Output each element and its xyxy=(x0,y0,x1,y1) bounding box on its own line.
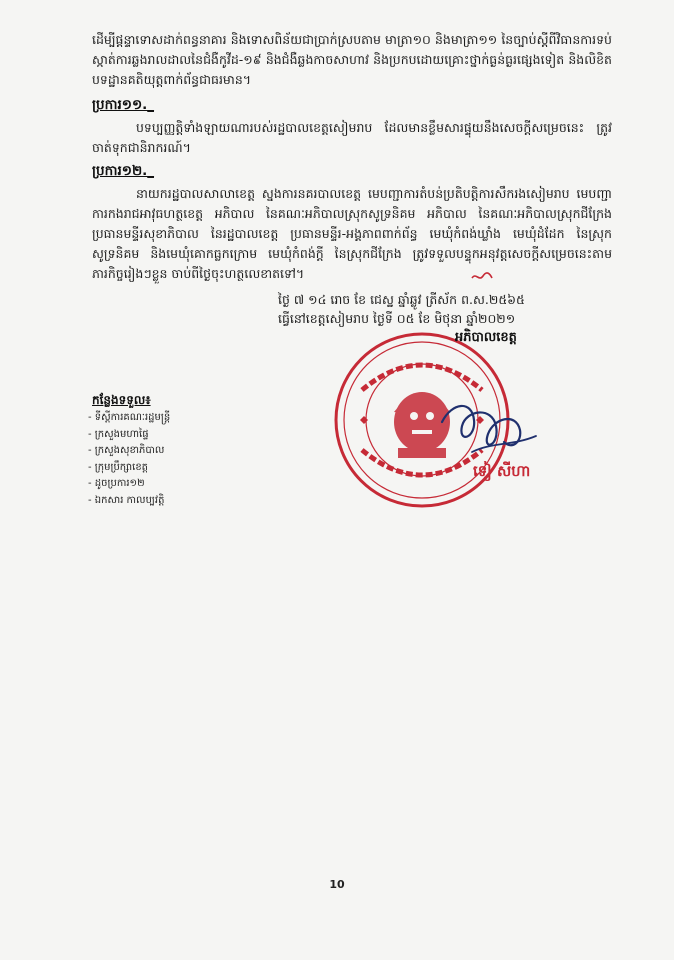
recipients-heading: កន្លែងទទួល៖ xyxy=(92,393,151,407)
article-12-body: នាយករដ្ឋបាលសាលាខេត្ត ស្នងការនគរបាលខេត្ត មេបញ្ជាការតំបន់ប្រតិបត្តិការសឹករងសៀមរាប មេបញ្ជាការកងរាជអាវុធហត្ថខេត្ត អភិបាល នៃគណៈអភិបាលស្រុកសូទ្រនិគម អភិបាល នៃគណៈអភិបាលស្រុកជីក្រែង ប្រធានមន្ទីរសុខាភិបាល នៃរដ្ឋបាលខេត្ត ប្រធានមន្ទីរ-អង្គភាពពាក់ព័ន្ធ មេឃុំកំពង់ឃ្លាំង មេឃុំដំដែក នៃស្រុកសូទ្រនិគម និងមេឃុំគោកធ្លកក្រោម មេឃុំកំពង់ក្តី នៃស្រុកជីក្រែង ត្រូវទទួលបន្ទុកអនុវត្តសេចក្តីសម្រេចនេះតាមភារកិច្ចរៀងៗខ្លួន ចាប់ពីថ្ងៃចុះហត្ថលេខាតទៅ។ xyxy=(92,186,612,281)
solar-dateline: ធ្វើនៅខេត្តសៀមរាប ថ្ងៃទី ០៥ ខែ មិថុនា ឆ្នាំ២០២១ xyxy=(278,311,516,326)
signature-icon xyxy=(432,382,542,472)
article-11-heading: ប្រការ១១._ xyxy=(92,97,155,113)
recipients-list xyxy=(88,410,170,509)
recipient-item: - ទីស្តីការគណៈរដ្ឋមន្ត្រី xyxy=(88,410,170,427)
recipient-item: - ឯកសារ កាលប្បវត្តិ xyxy=(88,493,170,510)
recipient-item: - ក្រសួងសុខាភិបាល xyxy=(88,443,170,460)
recipient-item: - ក្រសួងមហាផ្ទៃ xyxy=(88,427,170,444)
lunar-dateline: ថ្ងៃ ៧ ១៤ រោច ខែ ជេស្ឋ ឆ្នាំឆ្លូវ ត្រីស័ក ព.ស.២៥៦៥ xyxy=(278,292,525,307)
handwritten-mark-icon xyxy=(470,270,494,284)
intro-paragraph: ដើម្បីផ្តន្ទាទោសដាក់ពន្ធនាគារ និងទោសពិន័យជាប្រាក់ស្របតាម មាត្រា១០ និងមាត្រា១១ នៃច្បាប់ស្តីពីវិធានការទប់ស្កាត់ការឆ្លងរាលដាលនៃជំងឺកូវីដ-១៩ និងជំងឺឆ្លងកាចសាហាវ និងប្រកបដោយគ្រោះថ្នាក់ធ្ងន់ធ្ងរផ្សេងទៀត និងលិខិតបទដ្ឋានគតិយុត្តពាក់ព័ន្ធជាធរមាន។ xyxy=(92,32,612,87)
signer-name: ទៀ សីហា xyxy=(473,462,531,480)
recipient-item: - ក្រុមប្រឹក្សាខេត្ត xyxy=(88,460,170,477)
page-number: 10 xyxy=(329,878,345,891)
article-11-body: បទប្បញ្ញត្តិទាំងឡាយណារបស់រដ្ឋបាលខេត្តសៀមរាប ដែលមានខ្លឹមសារផ្ទុយនឹងសេចក្តីសម្រេចនេះ ត្រូវចាត់ទុកជានិរាករណ៍។ xyxy=(92,120,612,155)
recipient-item: - ដូចប្រការ១២ xyxy=(88,476,170,493)
article-12-heading: ប្រការ១២._ xyxy=(92,163,155,179)
governor-title: អភិបាលខេត្ត xyxy=(455,330,517,345)
